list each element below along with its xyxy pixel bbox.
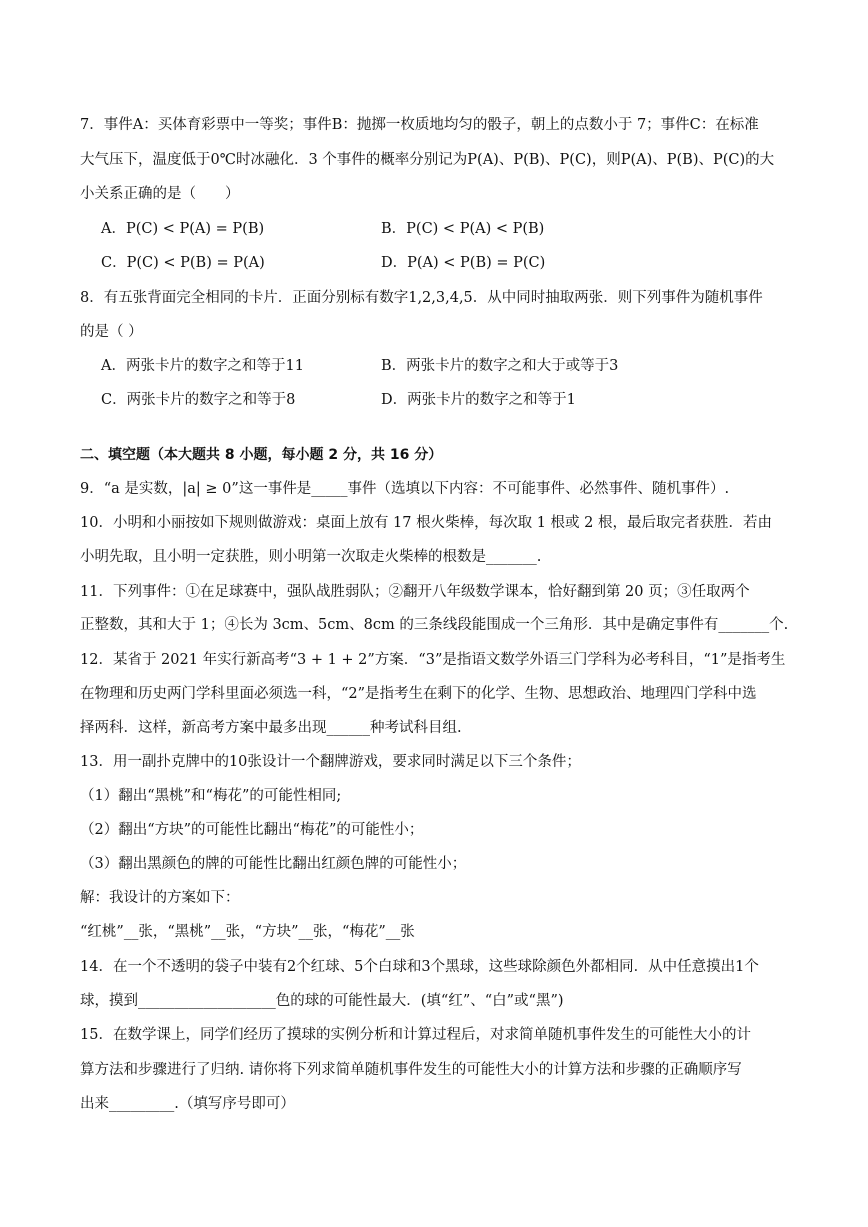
q8-option-c: C．两张卡片的数字之和等于8 xyxy=(101,392,296,408)
q13-answer-intro: 解：我设计的方案如下： xyxy=(80,890,240,906)
q15-line-1: 15．在数学课上，同学们经历了摸球的实例分析和计算过程后，对求简单随机事件发生的可能性大小的计 xyxy=(80,1027,751,1043)
q11-line-1: 11．下列事件：①在足球赛中，强队战胜弱队；②翻开八年级数学课本，恰好翻到第 20 页；③任取两个 xyxy=(80,584,750,600)
q12-line-1: 12．某省于 2021 年实行新高考“3 + 1 + 2”方案．“3”是指语文数学外语三门学科为必考科目，“1”是指考生 xyxy=(80,652,786,668)
q12-line-2: 在物理和历史两门学科里面必须选一科，“2”是指考生在剩下的化学、生物、思想政治、地理四门学科中选 xyxy=(80,686,757,702)
q13-condition-2: （2）翻出“方块”的可能性比翻出“梅花”的可能性小； xyxy=(80,822,424,838)
q7-option-c: C．P(C) < P(B) = P(A) xyxy=(101,255,265,271)
q7-option-b: B．P(C) < P(A) < P(B) xyxy=(381,221,545,237)
q8-option-d: D．两张卡片的数字之和等于1 xyxy=(381,392,576,408)
q8-line-2: 的是（ ） xyxy=(80,324,143,340)
q7-line-3: 小关系正确的是（ ） xyxy=(80,186,240,202)
q14-line-1: 14．在一个不透明的袋子中装有2个红球、5个白球和3个黑球，这些球除颜色外都相同．从中任意摸出1个 xyxy=(80,959,759,975)
q12-line-3: 择两科．这样，新高考方案中最多出现______种考试科目组. xyxy=(80,720,462,736)
q13-line-1: 13．用一副扑克牌中的10张设计一个翻牌游戏，要求同时满足以下三个条件； xyxy=(80,754,581,770)
q7-line-1: 7．事件A：买体育彩票中一等奖；事件B：抛掷一枚质地均匀的骰子，朝上的点数小于 7；事件C：在标准 xyxy=(80,117,759,133)
q13-condition-3: （3）翻出黑颜色的牌的可能性比翻出红颜色牌的可能性小； xyxy=(80,856,467,872)
q8-option-a: A．两张卡片的数字之和等于11 xyxy=(101,358,304,374)
q14-line-2: 球，摸到___________________色的球的可能性最大．(填“红”、“白”或“黑”) xyxy=(80,993,564,1009)
q8-line-1: 8．有五张背面完全相同的卡片．正面分别标有数字1,2,3,4,5．从中同时抽取两张．则下列事件为随机事件 xyxy=(80,290,763,306)
q7-line-2: 大气压下，温度低于0℃时冰融化．3 个事件的概率分别记为P(A)、P(B)、P(C)，则P(A)、P(B)、P(C)的大 xyxy=(80,152,775,168)
section-heading: 二、填空题（本大题共 8 小题，每小题 2 分，共 16 分） xyxy=(80,447,443,463)
q7-option-a: A．P(C) < P(A) = P(B) xyxy=(101,221,265,237)
q15-line-2: 算方法和步骤进行了归纳. 请你将下列求简单随机事件发生的可能性大小的计算方法和步骤的正确顺序写 xyxy=(80,1062,742,1078)
q10-line-1: 10．小明和小丽按如下规则做游戏：桌面上放有 17 根火柴棒，每次取 1 根或 2 根，最后取完者获胜．若由 xyxy=(80,515,773,531)
q13-answer: “红桃”__张，“黑桃”__张，“方块”__张，“梅花”__张 xyxy=(80,924,415,940)
q10-line-2: 小明先取，且小明一定获胜，则小明第一次取走火柴棒的根数是_______. xyxy=(80,549,542,565)
q13-condition-1: （1）翻出“黑桃”和“梅花”的可能性相同; xyxy=(80,788,342,804)
q8-option-b: B．两张卡片的数字之和大于或等于3 xyxy=(381,358,619,374)
q7-option-d: D．P(A) < P(B) = P(C) xyxy=(381,255,546,271)
q9-line: 9．“a 是实数，|a| ≥ 0”这一事件是_____事件（选填以下内容：不可能事件、必然事件、随机事件）. xyxy=(80,481,730,497)
q15-line-3: 出来_________.（填写序号即可） xyxy=(80,1096,295,1112)
q11-line-2: 正整数，其和大于 1；④长为 3cm、5cm、8cm 的三条线段能围成一个三角形．其中是确定事件有_______个. xyxy=(80,617,789,633)
